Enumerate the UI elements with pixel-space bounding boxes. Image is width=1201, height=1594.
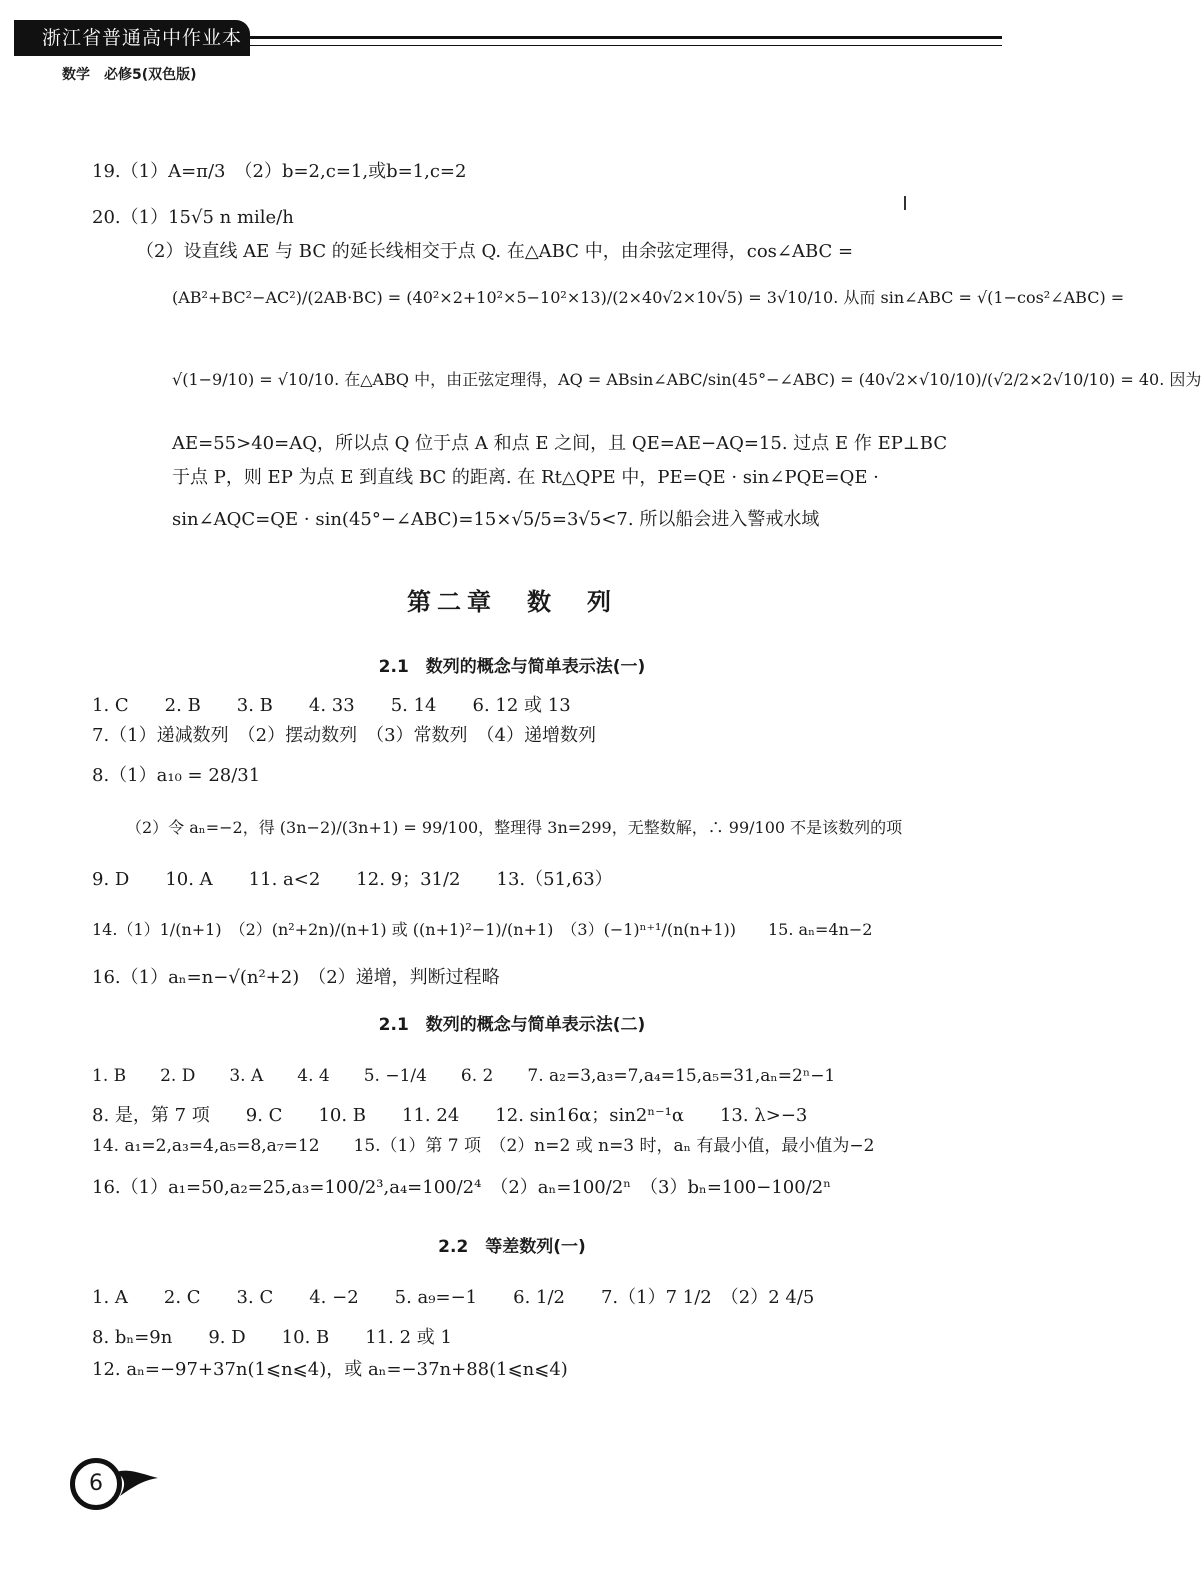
sec1-line-2: 7.（1）递减数列 （2）摆动数列 （3）常数列 （4）递增数列 bbox=[92, 725, 596, 746]
sec2-line-3: 14. a₁=2,a₃=4,a₅=8,a₇=12 15.（1）第 7 项 （2）n=2 或 n=3 时，aₙ 有最小值，最小值为−2 bbox=[92, 1136, 875, 1156]
header-title-bar bbox=[14, 20, 250, 56]
page-number: 6 bbox=[89, 1471, 103, 1496]
sec2-line-2: 8. 是，第 7 项 9. C 10. B 11. 24 12. sin16α；sin2ⁿ⁻¹α 13. λ>−3 bbox=[92, 1105, 808, 1126]
answer-20-1: 20.（1）15√5 n mile/h bbox=[92, 207, 294, 228]
answer-20-2c: √(1−9/10) = √10/10. 在△ABQ 中，由正弦定理得，AQ = ABsin∠ABC/sin(45°−∠ABC) = (40√2×√10/10)/(√2/2×2√10/10) = 40. 因为 bbox=[172, 370, 1201, 389]
header-title: 浙江省普通高中作业本 bbox=[42, 27, 243, 49]
swoosh-icon bbox=[112, 1462, 162, 1502]
sec1-line-5: 9. D 10. A 11. a<2 12. 9；31/2 13.（51,63） bbox=[92, 869, 613, 890]
stray-mark bbox=[904, 196, 906, 210]
sec3-line-1: 1. A 2. C 3. C 4. −2 5. a₉=−1 6. 1/2 7.（1）7 1/2 （2）2 4/5 bbox=[92, 1287, 815, 1308]
header-subtitle: 数学 必修5(双色版) bbox=[62, 67, 197, 83]
sec1-line-3: 8.（1）a₁₀ = 28/31 bbox=[92, 765, 261, 786]
sec1-line-4: （2）令 aₙ=−2，得 (3n−2)/(3n+1) = 99/100，整理得 3n=299，无整数解，∴ 99/100 不是该数列的项 bbox=[126, 818, 903, 837]
answer-20-2a: （2）设直线 AE 与 BC 的延长线相交于点 Q. 在△ABC 中，由余弦定理得，cos∠ABC = bbox=[136, 241, 854, 262]
section-title-2-1-b: 2.1 数列的概念与简单表示法(二) bbox=[378, 1015, 646, 1035]
answer-20-2e: 于点 P，则 EP 为点 E 到直线 BC 的距离. 在 Rt△QPE 中，PE=QE · sin∠PQE=QE · bbox=[172, 467, 879, 488]
chapter-title: 第二章 数 列 bbox=[407, 588, 617, 616]
sec2-line-1: 1. B 2. D 3. A 4. 4 5. −1/4 6. 2 7. a₂=3,a₃=7,a₄=15,a₅=31,aₙ=2ⁿ−1 bbox=[92, 1066, 836, 1086]
sec1-line-7: 16.（1）aₙ=n−√(n²+2) （2）递增，判断过程略 bbox=[92, 967, 500, 988]
sec1-line-6: 14.（1）1/(n+1) （2）(n²+2n)/(n+1) 或 ((n+1)²−1)/(n+1) （3）(−1)ⁿ⁺¹/(n(n+1)) 15. aₙ=4n−2 bbox=[92, 920, 873, 939]
answer-19: 19.（1）A=π/3 （2）b=2,c=1,或b=1,c=2 bbox=[92, 161, 467, 182]
answer-20-2f: sin∠AQC=QE · sin(45°−∠ABC)=15×√5/5=3√5<7. 所以船会进入警戒水域 bbox=[172, 509, 820, 530]
section-title-2-2: 2.2 等差数列(一) bbox=[438, 1237, 586, 1257]
sec3-line-2: 8. bₙ=9n 9. D 10. B 11. 2 或 1 bbox=[92, 1327, 452, 1348]
sec3-line-3: 12. aₙ=−97+37n(1⩽n⩽4)，或 aₙ=−37n+88(1⩽n⩽4) bbox=[92, 1359, 568, 1380]
answer-20-2d: AE=55>40=AQ，所以点 Q 位于点 A 和点 E 之间，且 QE=AE−AQ=15. 过点 E 作 EP⊥BC bbox=[172, 433, 948, 454]
section-title-2-1-a: 2.1 数列的概念与简单表示法(一) bbox=[378, 657, 646, 677]
answer-20-2b: (AB²+BC²−AC²)/(2AB·BC) = (40²×2+10²×5−10²×13)/(2×40√2×10√5) = 3√10/10. 从而 sin∠ABC = √(1−cos²∠ABC) = bbox=[172, 288, 1125, 307]
sec2-line-4: 16.（1）a₁=50,a₂=25,a₃=100/2³,a₄=100/2⁴ （2）aₙ=100/2ⁿ （3）bₙ=100−100/2ⁿ bbox=[92, 1177, 832, 1198]
header-rule bbox=[250, 36, 1002, 46]
sec1-line-1: 1. C 2. B 3. B 4. 33 5. 14 6. 12 或 13 bbox=[92, 695, 571, 716]
